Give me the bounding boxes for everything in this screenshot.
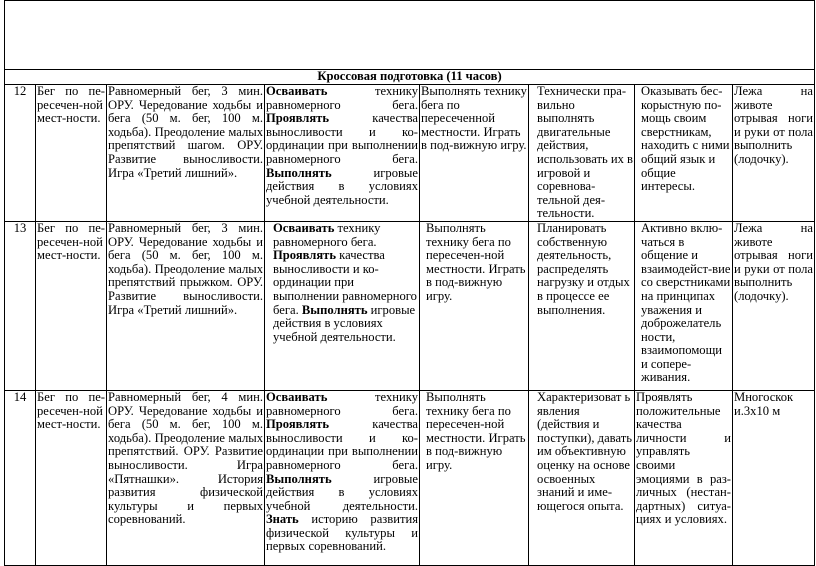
activity-text: технику равномерного бега. bbox=[266, 390, 418, 418]
activity-verb: Знать bbox=[266, 512, 299, 527]
lesson-content: Равномерный бег, 3 мин. ОРУ. Чередование ходьбы и бега (50 м. бег, 100 м. ходьба). Преодоление малых препятствий шагом. ОРУ. Развитие выносливости. Игра «Третий лишний». bbox=[107, 85, 265, 222]
activity-text: качества выносливости и ко-ординации при выполнении равномерного бега. bbox=[266, 417, 418, 472]
subject-results: Выполнять технику бега по пересеченной местности. Играть в под-вижную игру. bbox=[420, 85, 529, 222]
activity-verb: Выполнять bbox=[301, 302, 368, 317]
activity-text: качества выносливости и ко-ординации при выполнении равномерного бега. bbox=[266, 111, 418, 166]
activity-text: технику равномерного бега. bbox=[273, 221, 381, 249]
metasubject-results: Планировать собственную деятельность, распределять нагрузку и отдых в процессе ее выполнения. bbox=[529, 221, 635, 390]
section-title: Кроссовая подготовка (11 часов) bbox=[5, 70, 815, 85]
lesson-topic: Бег по пе-ресечен-ной мест-ности. bbox=[36, 390, 107, 565]
student-activities bbox=[265, 221, 420, 390]
table-row bbox=[5, 221, 815, 390]
activity-verb: Осваивать bbox=[266, 390, 328, 404]
header-blank-cell bbox=[5, 1, 815, 70]
lesson-topic: Бег по пе-ресечен-ной мест-ности. bbox=[36, 85, 107, 222]
lesson-plan-table bbox=[4, 0, 815, 566]
personal-results: Оказывать бес-корыстную по-мощь своим сверстникам, находить с ними общий язык и общие интересы. bbox=[635, 85, 733, 222]
personal-results: Проявлять положительные качества личности и управлять своими эмоциями в раз-личных (нестан-дартных) ситуа-циях и условиях. bbox=[635, 390, 733, 565]
activity-text: технику равномерного бега. bbox=[266, 84, 418, 112]
activity-verb: Проявлять bbox=[266, 417, 330, 432]
lesson-number: 13 bbox=[5, 221, 36, 390]
activity-verb: Осваивать bbox=[266, 84, 328, 98]
activity-text: качества выносливости и ко-ординации при выполнении равномерного бега. bbox=[273, 248, 417, 317]
activity-text: игровые действия в условиях учебной деятельности. bbox=[266, 165, 418, 207]
activity-verb: Осваивать bbox=[273, 221, 335, 235]
activity-verb: Проявлять bbox=[266, 111, 330, 126]
activity-text: игровые действия в условиях учебной деятельности. bbox=[273, 302, 416, 344]
student-activities bbox=[265, 390, 420, 565]
table-row bbox=[5, 390, 815, 565]
lesson-content: Равномерный бег, 4 мин. ОРУ. Чередование ходьбы и бега (50 м. бег, 100 м. ходьба). Преодоление малых препятствий. ОРУ. Развитие выносливости. Игра «Пятнашки». История развития физической культуры и первых соревнований. bbox=[107, 390, 265, 565]
lesson-number: 12 bbox=[5, 85, 36, 222]
activity-verb: Выполнять bbox=[266, 165, 332, 180]
section-title-row bbox=[5, 70, 815, 85]
activity-verb: Проявлять bbox=[273, 248, 337, 263]
activity-text: историю развития физической культуры и первых соревнований. bbox=[266, 512, 418, 554]
activity-verb: Выполнять bbox=[266, 471, 332, 486]
homework: Многоскок и.3х10 м bbox=[733, 390, 815, 565]
homework: Лежа на животе отрывая ноги и руки от пола выполнить (лодочку). bbox=[733, 221, 815, 390]
header-blank-row bbox=[5, 1, 815, 70]
subject-results: Выполнять технику бега по пересечен-ной местности. Играть в под-вижную игру. bbox=[420, 390, 529, 565]
student-activities bbox=[265, 85, 420, 222]
lesson-number: 14 bbox=[5, 390, 36, 565]
lesson-content: Равномерный бег, 3 мин. ОРУ. Чередование ходьбы и бега (50 м. бег, 100 м. ходьба). Преодоление малых препятствий прыжком. ОРУ. Развитие выносливости. Игра «Третий лишний». bbox=[107, 221, 265, 390]
metasubject-results: Характеризоват ь явления (действия и поступки), давать им объективную оценку на основе освоенных знаний и име-ющегося опыта. bbox=[529, 390, 635, 565]
metasubject-results: Технически пра-вильно выполнять двигательные действия, использовать их в игровой и соревнова-тельной дея-тельности. bbox=[529, 85, 635, 222]
lesson-topic: Бег по пе-ресечен-ной мест-ности. bbox=[36, 221, 107, 390]
subject-results: Выполнять технику бега по пересечен-ной местности. Играть в под-вижную игру. bbox=[420, 221, 529, 390]
personal-results: Активно вклю-чаться в общение и взаимодейст-вие со сверстниками на принципах уважения и доброжелатель ности, взаимопомощи и сопере-живания. bbox=[635, 221, 733, 390]
table-row bbox=[5, 85, 815, 222]
activity-text: игровые действия в условиях учебной деятельности. bbox=[266, 471, 418, 513]
homework: Лежа на животе отрывая ноги и руки от пола выполнить (лодочку). bbox=[733, 85, 815, 222]
